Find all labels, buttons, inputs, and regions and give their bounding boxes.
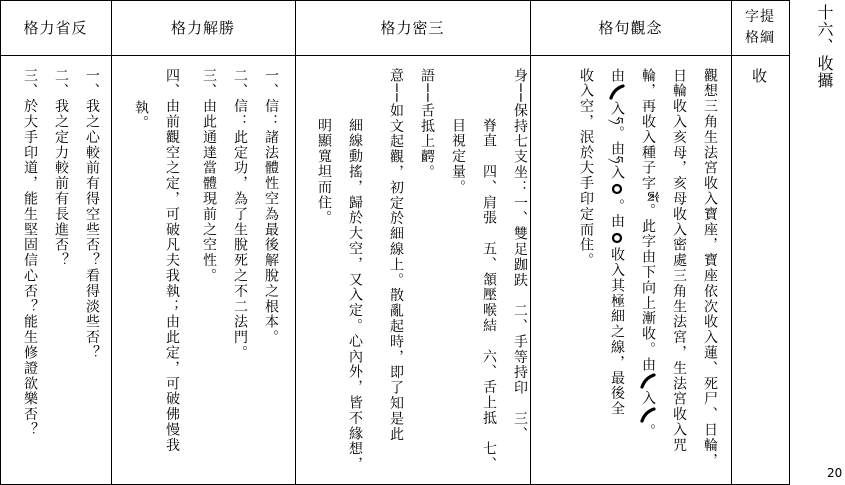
fansheng-question-3: 三、於大手印道，能生堅固信心否？能生修證欲樂否？ — [22, 68, 38, 438]
table-left-border — [0, 0, 1, 485]
keyword-cell: 收 — [750, 68, 768, 85]
sanmi-body-line-1: 身──保持七支坐：一、雙足跏趺 二、手等持印 三、 — [512, 68, 528, 442]
jiesheng-item-2: 二、信：此定功，為了生脫死之不二法門。 — [232, 68, 248, 361]
sanmi-body-line-3: 目視定量。 — [450, 118, 466, 195]
guannian-line-4-text-e: 。由 — [609, 198, 625, 230]
guannian-line-3 — [637, 68, 659, 480]
fansheng-question-1: 一、我之心較前有得空些否？看得淡些否？ — [84, 68, 100, 361]
guannian-line-4-text-c: 。由 — [609, 125, 625, 157]
ha-syllable-icon-2: ཧ — [610, 156, 625, 166]
sanmi-body-line-2: 脊直 四、肩張 五、頷壓喉結 六、舌上抵 七、 — [481, 118, 497, 473]
sanmi-mind-line-2: 細線動搖，歸於大空，又入定。心內外，皆不緣想， — [347, 118, 363, 473]
guannian-line-4-text-a: 由 — [609, 68, 625, 84]
nada-stroke-icon-2 — [639, 406, 657, 424]
sanmi-speech-line: 語──舌抵上齶。 — [419, 68, 435, 181]
guannian-line-3-text-d: 。 — [640, 423, 656, 440]
header-keyword-line2: 格綱 — [745, 29, 775, 46]
section-title: 十六、收攝 — [815, 4, 834, 89]
guannian-line-3-text-b: 。此字由下向上漸收。由 — [640, 203, 656, 373]
jiesheng-item-4-cont: 執。 — [133, 100, 149, 131]
guannian-line-5: 收入空，泯於大手印定而住。 — [578, 68, 594, 269]
jiesheng-item-4: 四、由前觀空之定，可破凡夫我執；由此定，可破佛慢我 — [164, 68, 180, 453]
bindu-icon-2 — [608, 229, 626, 247]
header-jiesheng: 格力解勝 — [170, 19, 235, 37]
guannian-line-4 — [606, 68, 628, 480]
guannian-line-3-text-c: 入 — [640, 390, 656, 406]
header-keyword-line1: 字提 — [745, 8, 775, 25]
guannian-line-3-text: 輪，再收入種子字 — [640, 68, 656, 192]
ha-syllable-icon: ཧ — [610, 116, 625, 126]
nada-stroke-icon-3 — [608, 83, 626, 101]
header-fansheng: 格力省反 — [23, 19, 88, 37]
divider-2 — [295, 0, 296, 485]
guannian-line-2: 日輪收入亥母，亥母收入密處三角生法宮，生法宮收入咒 — [671, 68, 687, 453]
page-number: 20 — [827, 466, 843, 480]
guannian-line-4-text-b: 入 — [609, 101, 625, 117]
sanmi-mind-line-3: 明顯寬坦而住。 — [316, 118, 332, 226]
guannian-line-1: 觀想三角生法宮收入寶座，寶座依次收入蓮、死尸、日輪， — [702, 68, 718, 469]
header-sanmi: 格力密三 — [380, 19, 445, 37]
header-keyword — [731, 0, 789, 55]
header-guannian: 格句觀念 — [598, 19, 663, 37]
table-right-border — [789, 0, 790, 485]
guannian-line-4-text-f: 收入其極細之線，最後全 — [609, 247, 625, 417]
sanmi-mind-line-1: 意──如文起觀，初定於細線上。散亂起時，即了知是此 — [388, 68, 404, 442]
divider-4 — [731, 0, 732, 485]
header-bottom-border — [0, 55, 790, 56]
bindu-icon — [608, 180, 626, 198]
jiesheng-item-1: 一、信：諸法體性空為最後解脫之根本。 — [263, 68, 279, 346]
jiesheng-item-3: 三、由此通達當體現前之空性。 — [201, 68, 217, 284]
nada-stroke-icon — [639, 372, 657, 390]
divider-1 — [111, 0, 112, 485]
seed-syllable-icon: ༀ — [641, 191, 656, 204]
guannian-line-4-text-d: 入 — [609, 165, 625, 181]
fansheng-question-2: 二、我之定力較前有長進否？ — [53, 68, 69, 269]
